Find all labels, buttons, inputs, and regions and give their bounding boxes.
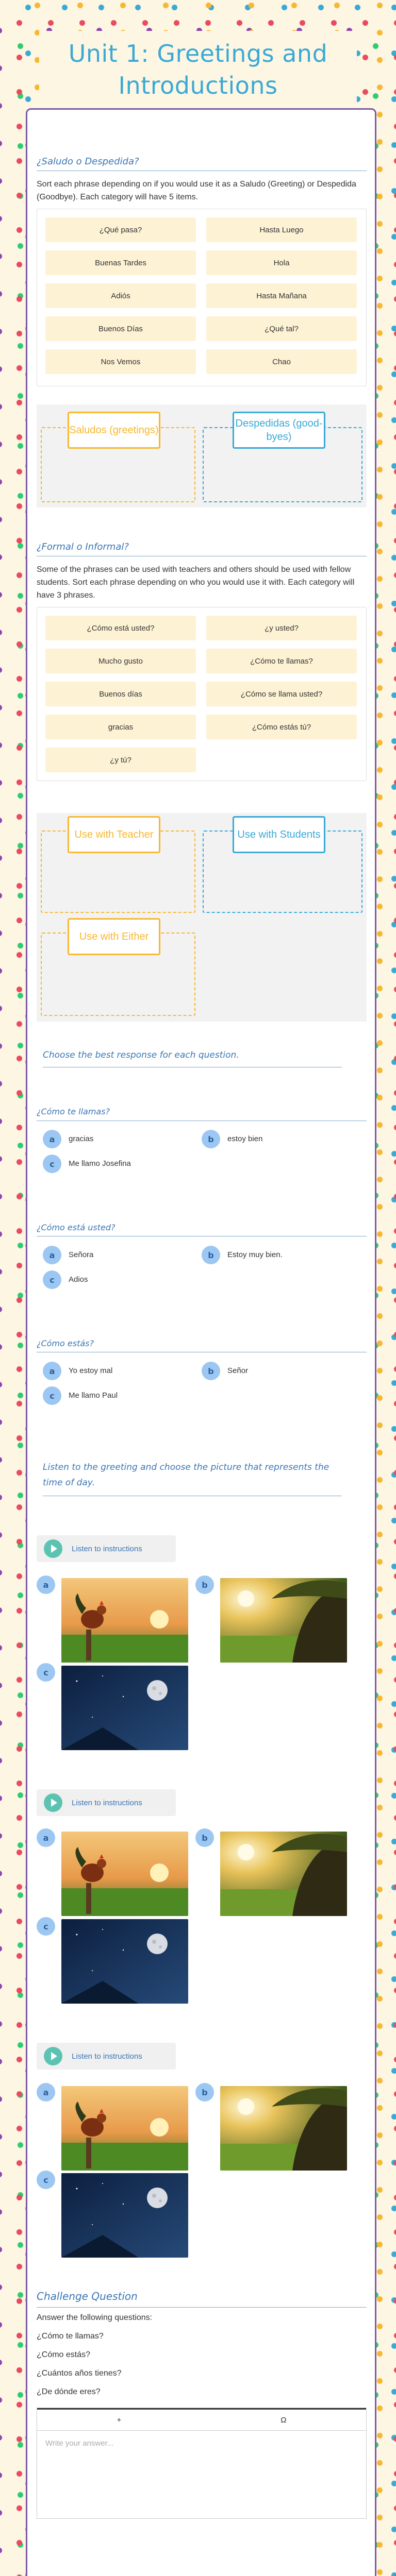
option-c-button[interactable]: c <box>37 2171 55 2189</box>
section-heading-challenge: Challenge Question <box>37 2290 138 2302</box>
special-characters-button[interactable]: Ω <box>280 2415 287 2425</box>
option-b-button[interactable]: b <box>202 1130 220 1148</box>
option-c-button[interactable]: c <box>43 1270 61 1289</box>
sort-area-formal <box>37 813 367 1022</box>
drag-tile[interactable]: Mucho gusto <box>45 649 196 673</box>
tile-bank-saludo <box>37 209 367 386</box>
option-b-button[interactable]: b <box>202 1362 220 1380</box>
sunny-afternoon-image[interactable] <box>220 1832 347 1916</box>
question-label: ¿Cómo te llamas? <box>37 1107 110 1116</box>
category-label-teacher: Use with Teacher <box>68 816 160 853</box>
option-a-button[interactable]: a <box>43 1130 61 1148</box>
option-a-button[interactable]: a <box>37 2083 55 2102</box>
play-icon[interactable] <box>44 2047 62 2065</box>
night-moon-image[interactable] <box>61 2173 188 2258</box>
option-text: Adios <box>69 1275 88 1284</box>
section-instructions: Some of the phrases can be used with teachers and others should be used with fellow students. Sort each phrase depending on who you would use it with. Each category will have 3 phrases. <box>37 565 355 600</box>
drag-tile[interactable]: ¿y tú? <box>45 748 196 772</box>
drag-tile[interactable]: ¿Cómo se llama usted? <box>206 682 357 706</box>
option-a-button[interactable]: a <box>37 1828 55 1847</box>
option-c-button[interactable]: c <box>37 1663 55 1682</box>
challenge-prompt <box>37 2309 367 2401</box>
audio-player[interactable] <box>37 2043 176 2070</box>
drag-tile[interactable]: Hasta Mañana <box>206 283 357 308</box>
option-text: Me llamo Paul <box>69 1391 118 1400</box>
sunny-afternoon-image[interactable] <box>220 2086 347 2171</box>
challenge-line: ¿Cuántos años tienes? <box>37 2369 122 2378</box>
option-text: Señor <box>227 1366 249 1375</box>
category-label-despedidas: Despedidas (good-byes) <box>233 412 325 449</box>
night-moon-image[interactable] <box>61 1666 188 1750</box>
divider <box>37 2307 367 2308</box>
question-label: ¿Cómo está usted? <box>37 1223 116 1232</box>
option-a-button[interactable]: a <box>43 1362 61 1380</box>
drag-tile[interactable]: gracias <box>45 715 196 739</box>
option-text: Me llamo Josefina <box>69 1159 131 1168</box>
rooster-morning-image[interactable] <box>61 1832 188 1916</box>
sunny-afternoon-image[interactable] <box>220 1578 347 1663</box>
option-c-button[interactable]: c <box>37 1917 55 1936</box>
drag-tile[interactable]: Buenos Días <box>45 316 196 341</box>
option-b-button[interactable]: b <box>195 1575 214 1594</box>
answer-editor <box>37 2408 367 2519</box>
drag-tile[interactable]: ¿y usted? <box>206 616 357 640</box>
drag-tile[interactable]: Buenas Tardes <box>45 250 196 275</box>
section-heading-listen: Listen to the greeting and choose the picture that represents the time of day. <box>43 1462 329 1488</box>
tile-bank-formal <box>37 607 367 781</box>
drag-tile[interactable]: ¿Qué tal? <box>206 316 357 341</box>
drag-tile[interactable]: ¿Qué pasa? <box>45 217 196 242</box>
section-heading-formal: ¿Formal o Informal? <box>37 541 129 552</box>
audio-label: Listen to instructions <box>72 1798 142 1807</box>
audio-player[interactable] <box>37 1535 176 1562</box>
drag-tile[interactable]: Hasta Luego <box>206 217 357 242</box>
option-a-button[interactable]: a <box>43 1246 61 1264</box>
challenge-line: ¿De dónde eres? <box>37 2387 101 2396</box>
drag-tile[interactable]: ¿Cómo te llamas? <box>206 649 357 673</box>
drag-tile[interactable]: Buenos días <box>45 682 196 706</box>
drag-tile[interactable]: Hola <box>206 250 357 275</box>
night-moon-image[interactable] <box>61 1919 188 2004</box>
option-text: gracias <box>69 1134 94 1143</box>
audio-label: Listen to instructions <box>72 1544 142 1553</box>
play-icon[interactable] <box>44 1793 62 1812</box>
section-instructions: Sort each phrase depending on if you would use it as a Saludo (Greeting) or Despedida (Goodbye). Each category will have 5 items. <box>37 180 356 201</box>
drag-tile[interactable]: Adiós <box>45 283 196 308</box>
option-c-button[interactable]: c <box>43 1155 61 1173</box>
audio-label: Listen to instructions <box>72 2052 142 2061</box>
sort-area-saludo <box>37 404 367 507</box>
option-c-button[interactable]: c <box>43 1386 61 1405</box>
title-banner <box>39 31 357 108</box>
category-label-saludos: Saludos (greetings) <box>68 412 160 449</box>
question-label: ¿Cómo estás? <box>37 1338 94 1348</box>
answer-input[interactable]: Write your answer... <box>45 2439 114 2448</box>
option-b-button[interactable]: b <box>195 2083 214 2102</box>
drag-tile[interactable]: ¿Cómo está usted? <box>45 616 196 640</box>
worksheet <box>26 108 376 2576</box>
category-label-students: Use with Students <box>233 816 325 853</box>
option-text: Señora <box>69 1250 94 1259</box>
option-b-button[interactable]: b <box>202 1246 220 1264</box>
drag-tile[interactable]: Chao <box>206 349 357 374</box>
audio-player[interactable] <box>37 1789 176 1816</box>
drag-tile[interactable]: ¿Cómo estás tú? <box>206 715 357 739</box>
rooster-morning-image[interactable] <box>61 1578 188 1663</box>
section-heading-choose: Choose the best response for each question. <box>43 1050 239 1060</box>
option-b-button[interactable]: b <box>195 1828 214 1847</box>
insert-plus-button[interactable]: + <box>117 2415 122 2425</box>
challenge-line: ¿Cómo estás? <box>37 2350 91 2359</box>
challenge-line: Answer the following questions: <box>37 2313 153 2322</box>
section-heading-saludo: ¿Saludo o Despedida? <box>37 156 139 167</box>
play-icon[interactable] <box>44 1539 62 1558</box>
category-label-either: Use with Either <box>68 918 160 955</box>
challenge-line: ¿Cómo te llamas? <box>37 2332 104 2341</box>
drag-tile[interactable]: Nos Vemos <box>45 349 196 374</box>
option-text: Estoy muy bien. <box>227 1250 283 1259</box>
page-title: Unit 1: Greetings and Introductions <box>68 40 328 99</box>
option-text: Yo estoy mal <box>69 1366 113 1375</box>
option-a-button[interactable]: a <box>37 1575 55 1594</box>
editor-toolbar <box>37 2408 366 2431</box>
rooster-morning-image[interactable] <box>61 2086 188 2171</box>
option-text: estoy bien <box>227 1134 263 1143</box>
